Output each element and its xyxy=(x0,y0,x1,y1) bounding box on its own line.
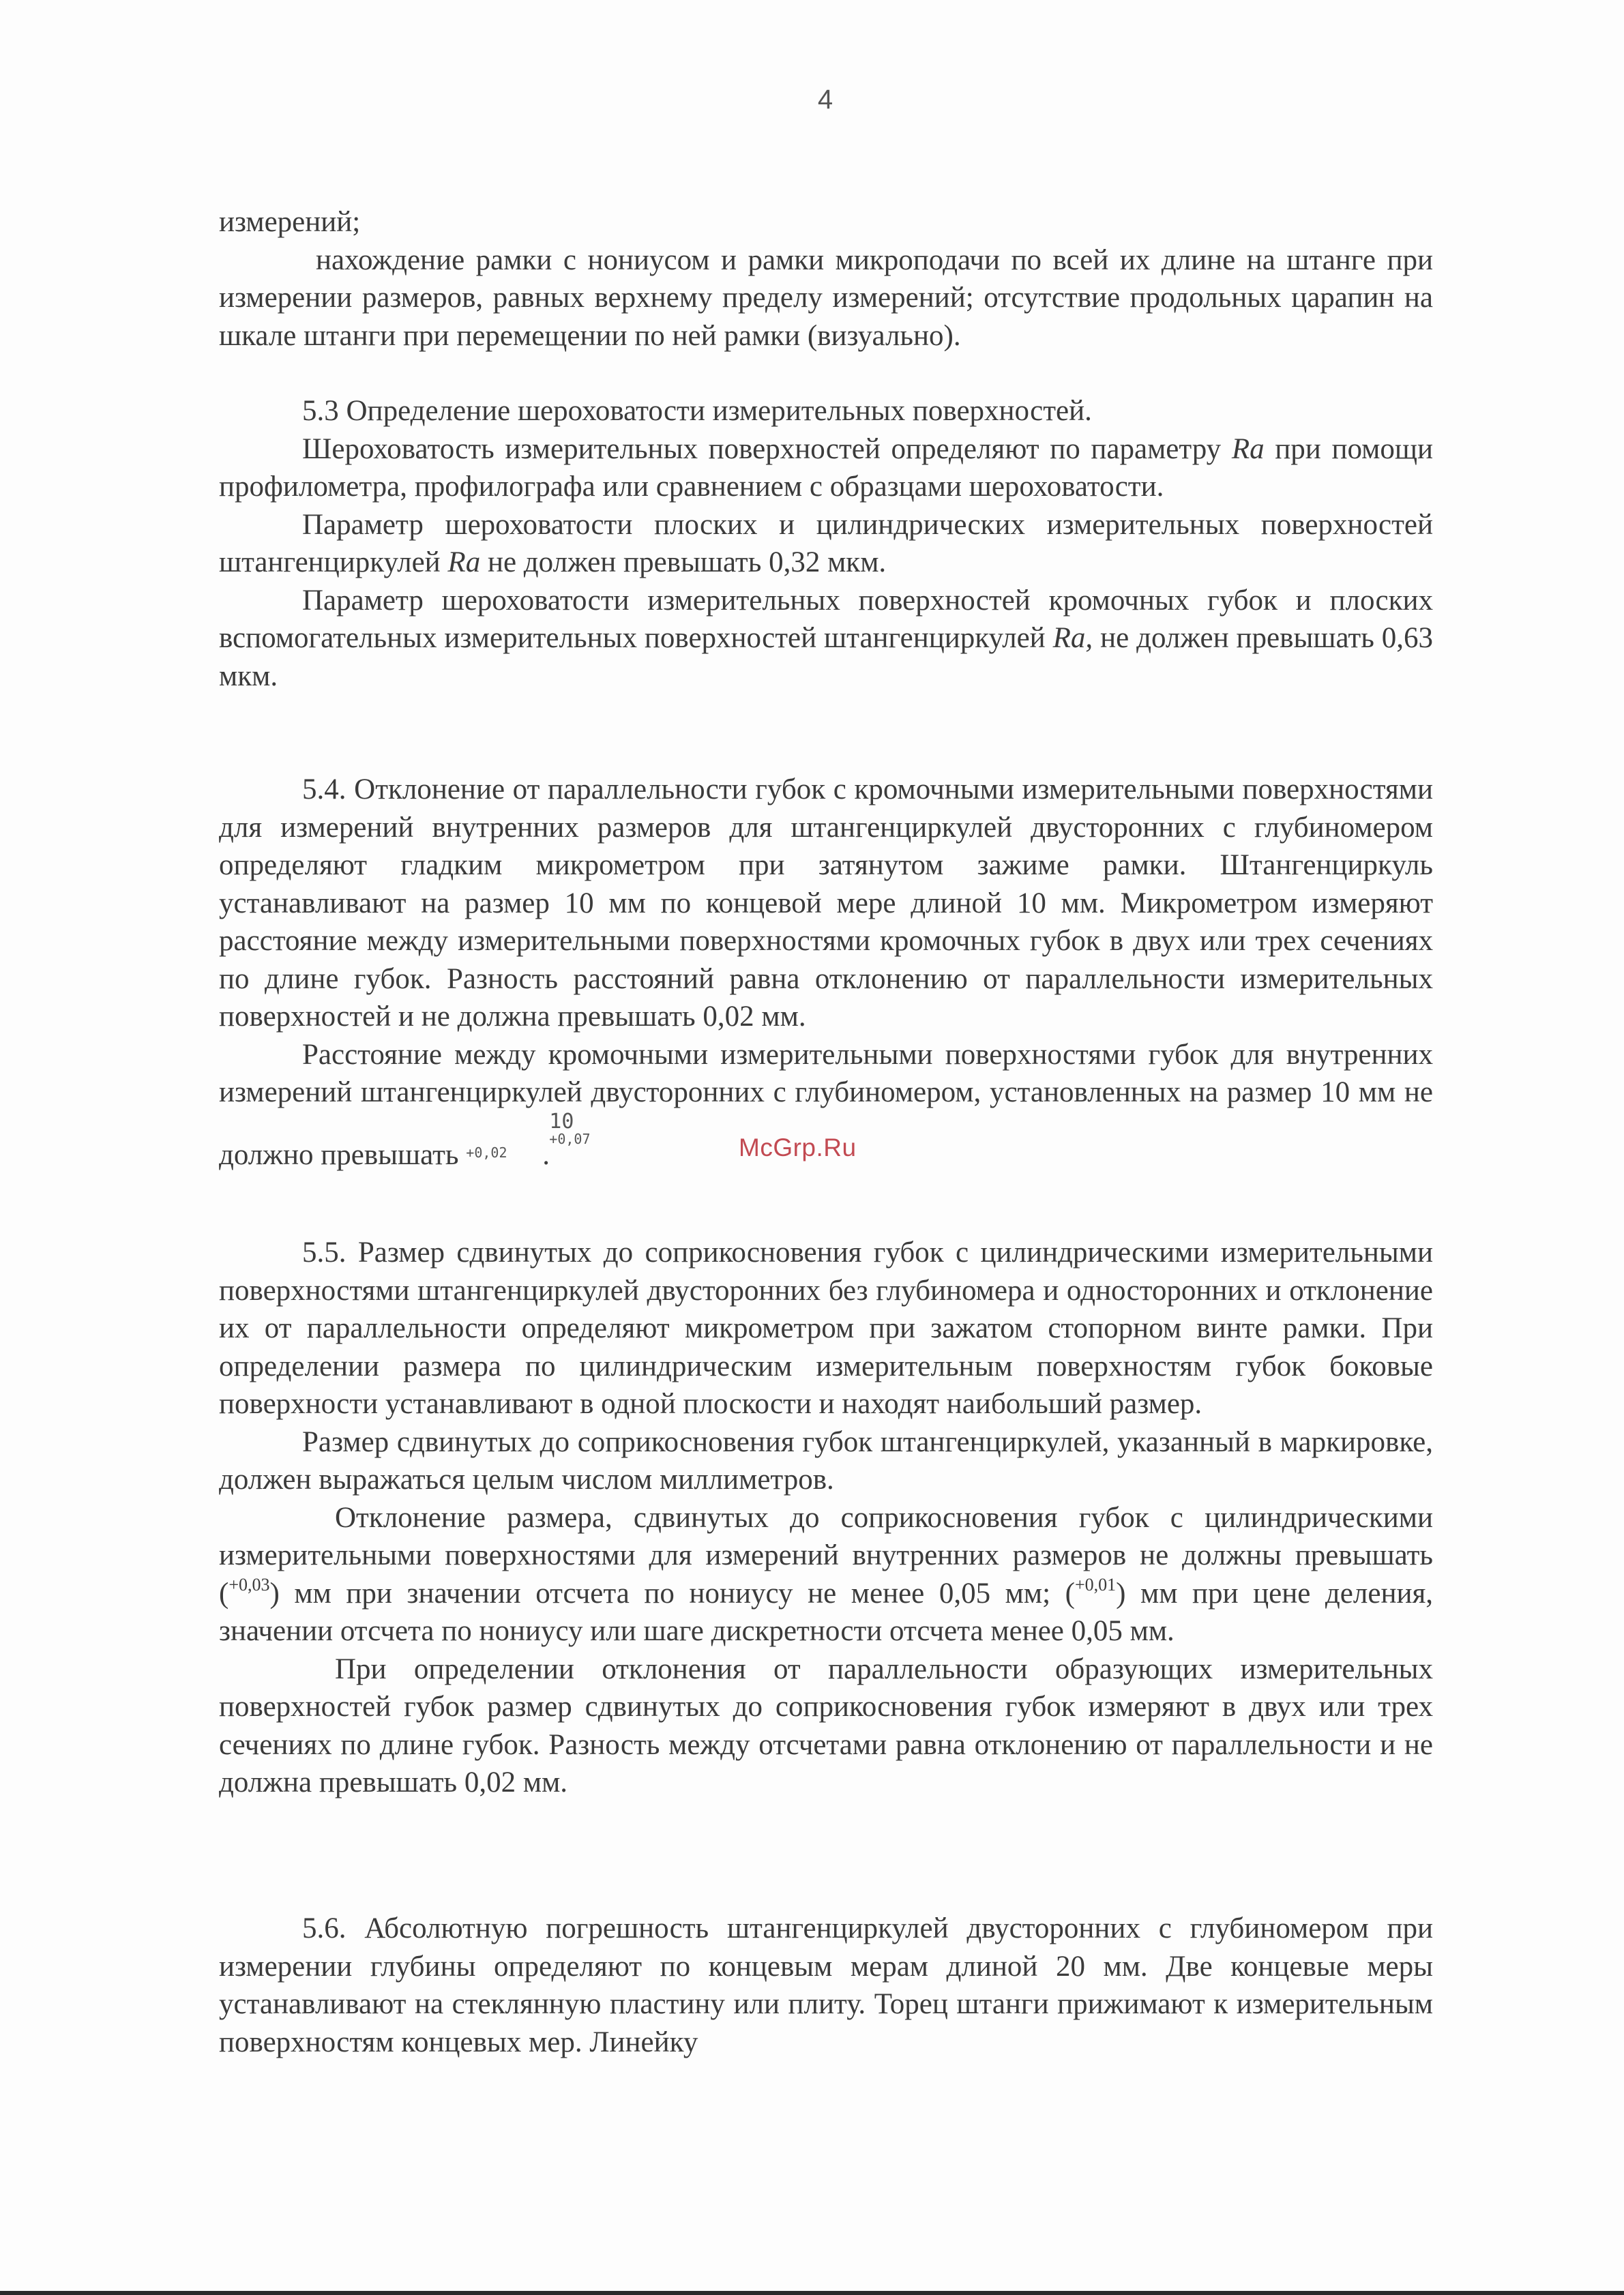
paragraph-parallelism-jaws: 5.4. Отклонение от параллельности губок с кромочными измерительными поверхностями для измерений внутренних размеров для штангенциркулей двусторонних с глубиномером определяют гладким микрометром при затянутом зажиме рамки. Штангенциркуль устанавливают на размер 10 мм по концевой мере длиной 10 мм. Микрометром измеряют расстояние между измерительными поверхностями кромочных губок в двух или трех сечениях по длине губок. Разность расстояний равна отклонению от параллельности измерительных поверхностей и не должна превышать 0,02 мм. xyxy=(219,773,1433,1033)
watermark: McGrp.Ru xyxy=(739,1134,857,1161)
paragraph-absolute-error: 5.6. Абсолютную погрешность штангенциркулей двусторонних с глубиномером при измерении глубины определяют по концевым мерам длиной 20 мм. Две концевые меры устанавливают на стеклянную пластину или плиту. Торец штанги прижимают к измерительным поверхностям концевых мер. Линейку xyxy=(219,1912,1433,2058)
paragraph-roughness-edge: Параметр шероховатости измерительных поверхностей кромочных губок и плоских вспомогательных измерительных поверхностей штангенциркулей Ra, не должен превышать 0,63 мкм. xyxy=(219,584,1433,692)
text-block-top xyxy=(219,203,1433,355)
paragraph-roughness-flat: Параметр шероховатости плоских и цилиндрических измерительных поверхностей штангенциркулей Ra не должен превышать 0,32 мкм. xyxy=(219,508,1433,578)
section-5-5 xyxy=(219,1234,1433,1802)
paragraph-frame-position: нахождение рамки с нониусом и рамки микроподачи по всей их длине на штанге при измерении размеров, равных верхнему пределу измерений; отсутствие продольных царапин на шкале штанги при перемещении по ней рамки (визуально). xyxy=(219,243,1433,352)
paragraph-edge-distance: Расстояние между кромочными измерительными поверхностями губок для внутренних измерений штангенциркулей двусторонних с глубиномером, установленных на размер 10 мм не должно превышать 10+0,07 +0,02 . xyxy=(219,1038,1433,1171)
section-5-3 xyxy=(219,392,1433,695)
paragraph-closed-jaws-size: 5.5. Размер сдвинутых до соприкосновения губок с цилиндрическими измерительными поверхностями штангенциркулей двусторонних без глубиномера и односторонних и отклонение их от параллельности определяют микрометром при зажатом стопорном винте рамки. При определении размера по цилиндрическим измерительным поверхностям губок боковые поверхности устанавливают в одной плоскости и находят наибольший размер. xyxy=(219,1237,1433,1420)
tolerance-value: 10+0,07 +0,02 xyxy=(466,1109,591,1161)
section-5-6 xyxy=(219,1910,1433,2061)
page-number: 4 xyxy=(817,85,833,115)
paragraph-size-deviation: Отклонение размера, сдвинутых до соприкосновения губок с цилиндрическими измерительными поверхностями для измерений внутренних размеров не должны превышать ($^{+0,03}$) мм при значении отсчета по нониусу не менее 0,05 мм; ($^{+0,01}$) мм при цене деления, значении отсчета по нониусу или шаге дискретности отсчета менее 0,05 мм. xyxy=(219,1501,1433,1647)
paragraph-measurements-end: измерений; xyxy=(219,206,361,238)
scan-edge-line xyxy=(0,2291,1624,2295)
paragraph-parallelism-generatrix: При определении отклонения от параллельности образующих измерительных поверхностей губок размер сдвинутых до соприкосновения губок измеряют в двух или трех сечениях по длине губок. Разность между отсчетами равна отклонению от параллельности и не должна превышать 0,02 мм. xyxy=(219,1653,1433,1798)
paragraph-roughness-method: Шероховатость измерительных поверхностей определяют по параметру Ra при помощи профилометра, профилографа или сравнением с образцами шероховатости. xyxy=(219,432,1433,503)
section-5-3-heading: 5.3 Определение шероховатости измерительных поверхностей. xyxy=(302,395,1092,427)
section-5-4 xyxy=(219,771,1433,1174)
paragraph-marking-size: Размер сдвинутых до соприкосновения губок штангенциркулей, указанный в маркировке, должен выражаться целым числом миллиметров. xyxy=(219,1425,1433,1496)
